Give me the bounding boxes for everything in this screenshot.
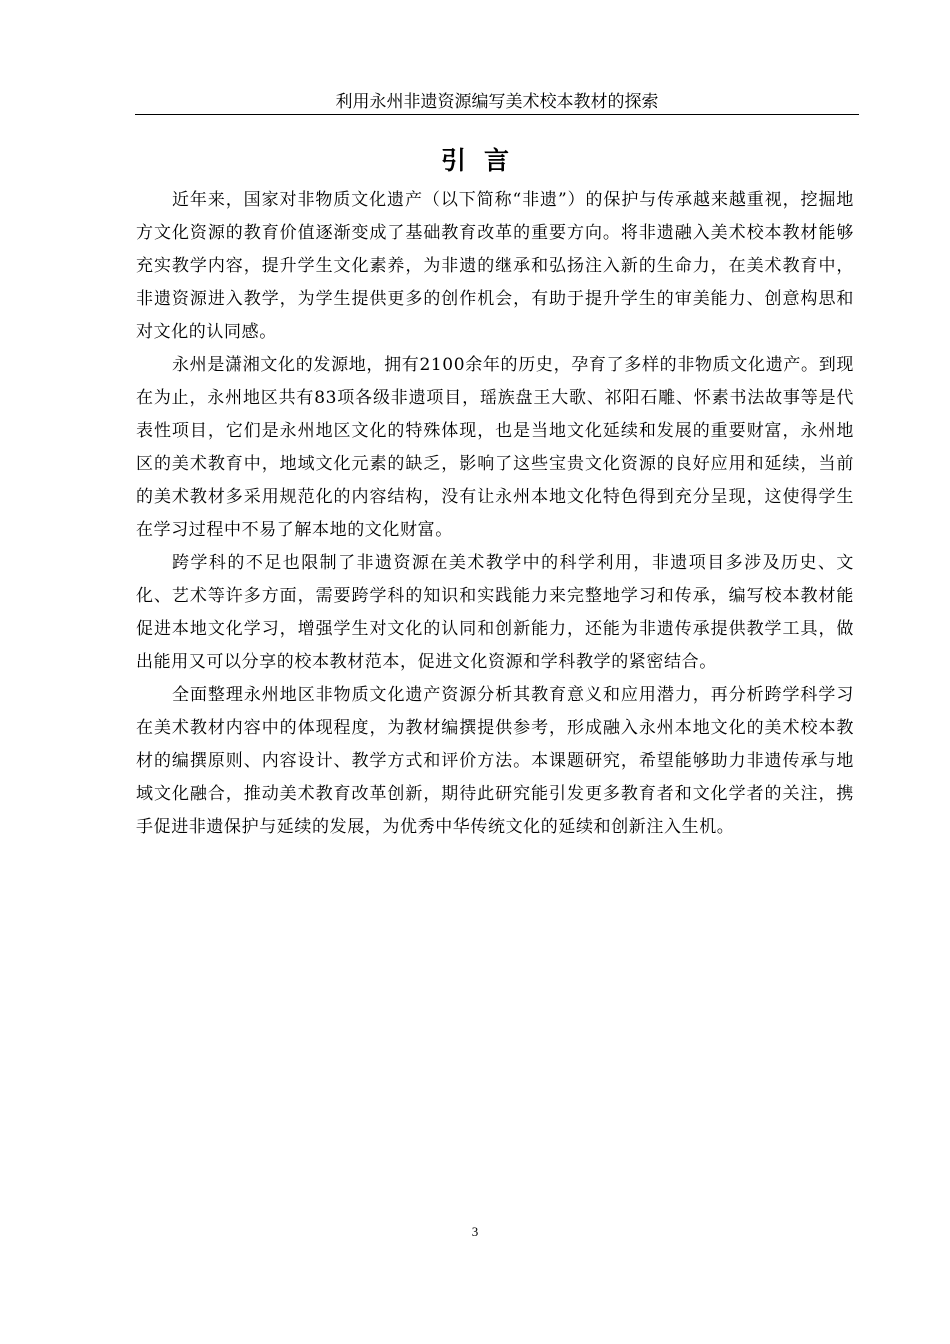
body-text bbox=[136, 184, 854, 844]
paragraph: 跨学科的不足也限制了非遗资源在美术教学中的科学利用，非遗项目多涉及历史、文化、艺术等许多方面，需要跨学科的知识和实践能力来完整地学习和传承，编写校本教材能促进本地文化学习，增强学生对文化的认同和创新能力，还能为非遗传承提供教学工具，做出能用又可以分享的校本教材范本，促进文化资源和学科教学的紧密结合。 bbox=[136, 553, 854, 672]
running-header: 利用永州非遗资源编写美术校本教材的探索 bbox=[135, 92, 859, 115]
paragraph: 近年来，国家对非物质文化遗产（以下简称“非遗”）的保护与传承越来越重视，挖掘地方文化资源的教育价值逐渐变成了基础教育改革的重要方向。将非遗融入美术校本教材能够充实教学内容，提升学生文化素养，为非遗的继承和弘扬注入新的生命力，在美术教育中，非遗资源进入教学，为学生提供更多的创作机会，有助于提升学生的审美能力、创意构思和对文化的认同感。 bbox=[136, 190, 854, 342]
paragraph: 永州是潇湘文化的发源地，拥有2100余年的历史，孕育了多样的非物质文化遗产。到现在为止，永州地区共有83项各级非遗项目，瑶族盘王大歌、祁阳石雕、怀素书法故事等是代表性项目，它们是永州地区文化的特殊体现，也是当地文化延续和发展的重要财富，永州地区的美术教育中，地域文化元素的缺乏，影响了这些宝贵文化资源的良好应用和延续，当前的美术教材多采用规范化的内容结构，没有让永州本地文化特色得到充分呈现，这使得学生在学习过程中不易了解本地的文化财富。 bbox=[136, 355, 854, 540]
section-title: 引言 bbox=[440, 146, 527, 175]
page-number: 3 bbox=[471, 1224, 479, 1239]
paragraph: 全面整理永州地区非物质文化遗产资源分析其教育意义和应用潜力，再分析跨学科学习在美术教材内容中的体现程度，为教材编撰提供参考，形成融入永州本地文化的美术校本教材的编撰原则、内容设计、教学方式和评价方法。本课题研究，希望能够助力非遗传承与地域文化融合，推动美术教育改革创新，期待此研究能引发更多教育者和文化学者的关注，携手促进非遗保护与延续的发展，为优秀中华传统文化的延续和创新注入生机。 bbox=[136, 685, 854, 837]
